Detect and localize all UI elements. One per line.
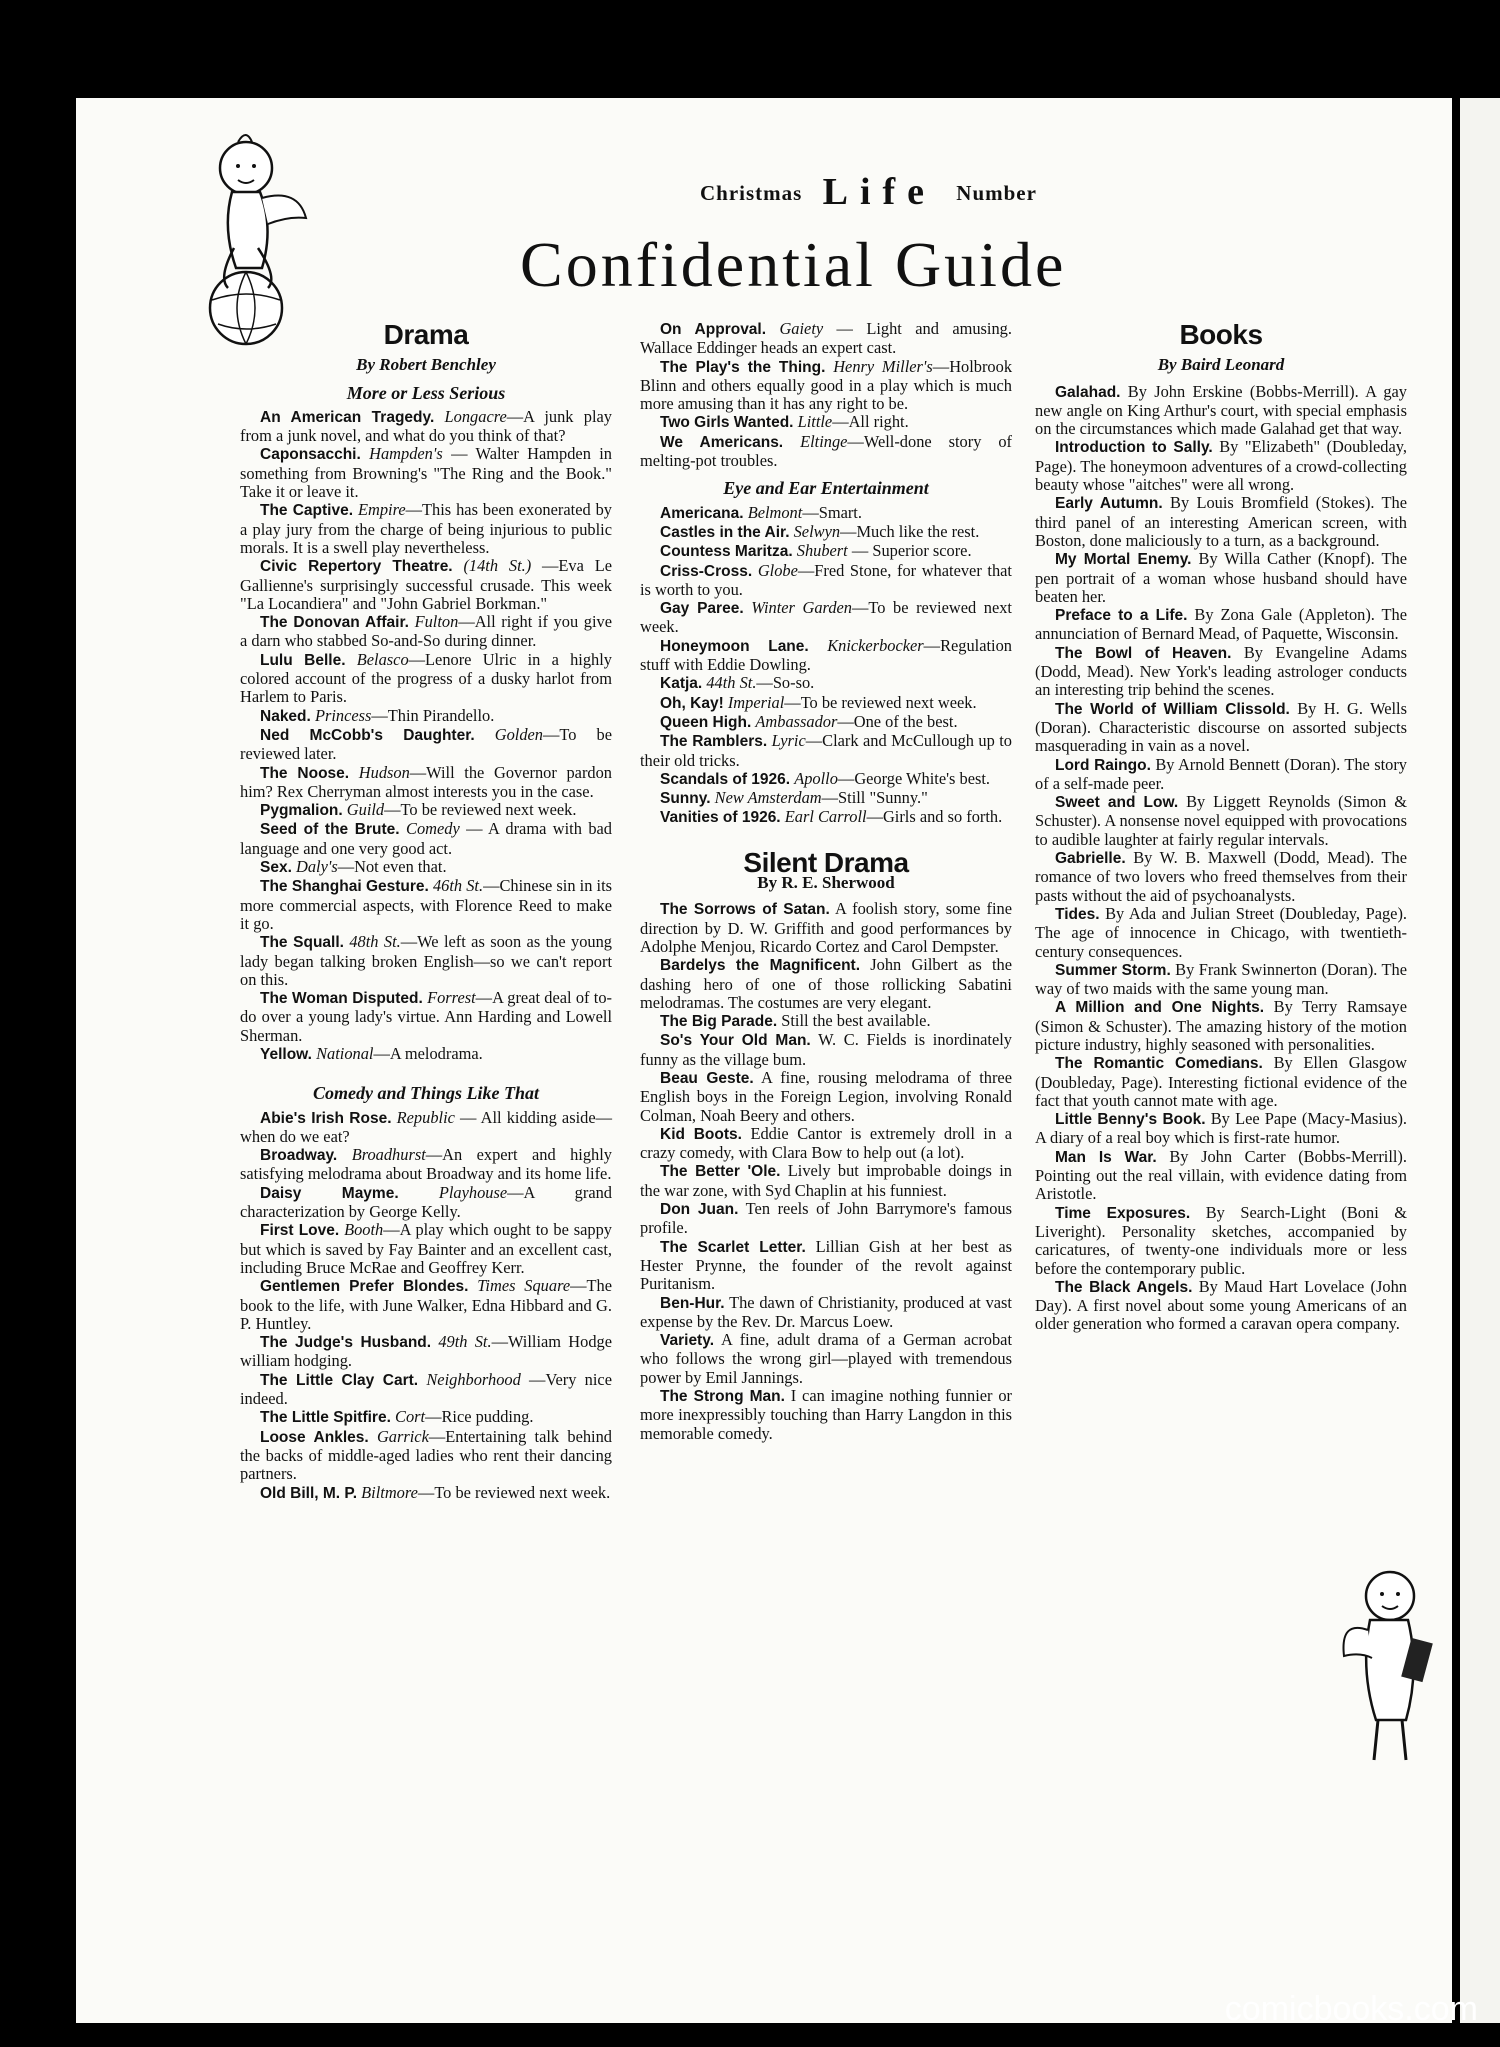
entry-description: —Much like the rest.: [840, 521, 980, 541]
entry-description: By Frank Swinnerton (Doran). The way of two maids with the same young man.: [1035, 959, 1407, 999]
entry-title: Variety.: [660, 1332, 715, 1350]
entry-title: The Captive.: [260, 502, 354, 520]
entry-title: Pygmalion.: [260, 802, 343, 820]
review-entry: [640, 320, 1012, 358]
review-entry: [1035, 550, 1407, 606]
entry-venue: New Amsterdam: [714, 788, 822, 808]
entry-title: Bardelys the Magnificent.: [660, 957, 861, 975]
review-entry: [240, 1428, 612, 1484]
cherub-reading-illustration: [1340, 1560, 1450, 1770]
drama-sections: [240, 384, 612, 1503]
entry-venue: (14th St.): [463, 556, 532, 576]
entry-title: The Sorrows of Satan.: [660, 901, 830, 919]
entry-venue: Neighborhood: [426, 1369, 521, 1389]
entry-venue: Winter Garden: [751, 598, 852, 618]
review-entry: [240, 557, 612, 613]
entry-venue: 49th St.: [438, 1332, 492, 1352]
entry-venue: Little: [797, 412, 833, 432]
entry-title: Civic Repertory Theatre.: [260, 558, 453, 576]
entry-title: Gentlemen Prefer Blondes.: [260, 1278, 469, 1296]
entry-description: —The book to the life, with June Walker, Edna Hibbard and G. P. Huntley.: [240, 1276, 612, 1333]
review-entry: [1035, 998, 1407, 1054]
entry-title: Gabrielle.: [1055, 850, 1126, 868]
entry-description: Lively but improbable doings in the war zone, with Syd Chaplin at his funniest.: [640, 1161, 1013, 1200]
entry-description: —Rice pudding.: [425, 1407, 534, 1427]
review-entry: [240, 1184, 612, 1222]
entry-description: —Chinese sin in its more commercial aspects, with Florence Reed to make it go.: [240, 876, 612, 933]
entry-description: —One of the best.: [837, 711, 958, 731]
entry-venue: Republic: [396, 1107, 455, 1127]
entry-title: The Donovan Affair.: [260, 614, 409, 632]
column-drama-continued: [640, 320, 1012, 1443]
entry-title: Oh, Kay!: [660, 694, 724, 712]
entry-title: Katja.: [660, 675, 703, 693]
entry-description: —We left as soon as the young lady began talking broken English—so we can't report on this.: [240, 932, 612, 989]
entry-venue: Booth: [344, 1220, 384, 1240]
review-entry: [640, 562, 1012, 600]
entry-title: Ben-Hur.: [660, 1294, 725, 1312]
entry-description: Eddie Cantor is extremely droll in a crazy comedy, with Clara Bow to help out (a lot).: [640, 1123, 1012, 1163]
entry-description: —To be reviewed next week.: [640, 598, 1012, 637]
entry-title: Old Bill, M. P.: [260, 1484, 358, 1502]
entry-title: The Woman Disputed.: [260, 990, 423, 1008]
entry-description: —Clark and McCullough up to their old tricks.: [640, 731, 1013, 770]
entry-title: Tides.: [1055, 905, 1100, 923]
entry-title: Introduction to Sally.: [1055, 439, 1213, 457]
review-entry: [640, 1200, 1012, 1238]
entry-venue: Hudson: [358, 762, 410, 782]
entry-description: —Still "Sunny.": [821, 788, 928, 808]
entry-venue: 46th St.: [432, 876, 484, 896]
entry-description: —So-so.: [756, 673, 815, 693]
entry-description: —Girls and so forth.: [866, 807, 1003, 827]
entry-description: —This has been exonerated by a play jury from the charge of being injurious to public morals. It is a swell play nevertheless.: [240, 500, 612, 557]
entry-description: Ten reels of John Barrymore's famous profile.: [640, 1199, 1013, 1238]
review-entry: [640, 413, 1012, 432]
entry-description: —An expert and highly satisfying melodrama about Broadway and its home life.: [240, 1145, 612, 1184]
entry-title: Little Benny's Book.: [1055, 1111, 1206, 1129]
review-entry: [1035, 849, 1407, 905]
silent-drama-entries: [640, 900, 1012, 1443]
entry-description: A foolish story, some fine direction by D. W. Griffith and good performances by Adolphe Menjou, Ricardo Cortez and Carol Dempster.: [640, 899, 1012, 956]
review-entry: [1035, 438, 1407, 494]
entry-venue: Shubert: [796, 541, 848, 561]
review-entry: [640, 956, 1012, 1012]
entry-description: —All right.: [832, 412, 909, 432]
entry-description: Lillian Gish at her best as Hester Prynne, the founder of the revolt against Puritanism.: [640, 1236, 1013, 1294]
entry-title: The Judge's Husband.: [260, 1334, 432, 1352]
entry-title: Yellow.: [260, 1045, 312, 1063]
entry-title: Preface to a Life.: [1055, 607, 1188, 625]
entry-description: —Fred Stone, for whatever that is worth to you.: [640, 560, 1012, 599]
entry-title: Caponsacchi.: [260, 446, 361, 464]
review-entry: [640, 599, 1012, 637]
entry-description: —A great deal of to-do over a young lady's virtue. Ann Harding and Lowell Sherman.: [240, 988, 612, 1045]
entry-title: Don Juan.: [660, 1201, 739, 1219]
entry-title: Kid Boots.: [660, 1125, 742, 1143]
review-entry: [640, 1238, 1012, 1294]
entry-description: —A grand characterization by George Kelly.: [240, 1182, 612, 1222]
entry-description: —Entertaining talk behind the backs of middle-aged ladies who rent their dancing partners.: [240, 1426, 612, 1484]
entry-description: — Light and amusing. Wallace Eddinger heads an expert cast.: [640, 319, 1012, 358]
entry-description: By Lee Pape (Macy-Masius). A diary of a real boy which is first-rate humor.: [1035, 1109, 1408, 1148]
entry-title: The World of William Clissold.: [1055, 700, 1290, 718]
entry-venue: Ambassador: [755, 711, 838, 731]
review-entry: [240, 1277, 612, 1333]
entry-venue: Playhouse: [438, 1182, 508, 1202]
entry-venue: Fulton: [414, 612, 459, 632]
entry-title: The Romantic Comedians.: [1055, 1055, 1263, 1073]
review-entry: [240, 1333, 612, 1371]
entry-title: Sex.: [260, 859, 292, 877]
entry-title: The Shanghai Gesture.: [260, 878, 429, 896]
eye-ear-heading: Eye and Ear Entertainment: [723, 478, 929, 499]
entry-title: Gay Paree.: [660, 600, 744, 618]
watermark: comicbooks.com: [1224, 1990, 1478, 2028]
review-entry: [240, 877, 612, 933]
books-byline: By Baird Leonard: [1157, 355, 1285, 375]
cherub-globe-illustration: [188, 128, 318, 348]
review-entry: [640, 713, 1012, 732]
review-entry: [1035, 383, 1407, 439]
entry-venue: Globe: [757, 560, 798, 580]
entry-title: My Mortal Enemy.: [1055, 551, 1192, 569]
review-entry: [640, 358, 1012, 414]
entry-title: Two Girls Wanted.: [660, 414, 794, 432]
review-entry: [640, 900, 1012, 956]
entry-title: Lulu Belle.: [260, 651, 346, 669]
header-number: Number: [956, 181, 1037, 205]
entry-title: Honeymoon Lane.: [660, 637, 809, 655]
entry-description: By Zona Gale (Appleton). The annunciation of Bernard Mead, of Paquette, Wisconsin.: [1035, 605, 1408, 644]
entry-venue: National: [316, 1043, 374, 1063]
entry-venue: Imperial: [727, 692, 785, 712]
review-entry: [640, 1387, 1012, 1443]
entry-title: Time Exposures.: [1055, 1204, 1191, 1222]
review-entry: [640, 1162, 1012, 1200]
entry-title: Sunny.: [660, 790, 711, 808]
review-entry: [640, 523, 1012, 542]
entry-description: —Smart.: [802, 502, 862, 522]
review-entry: [640, 789, 1012, 808]
entry-description: —Very nice indeed.: [240, 1369, 612, 1409]
review-entry: [240, 820, 612, 858]
entry-title: The Bowl of Heaven.: [1055, 644, 1232, 662]
review-entry: [1035, 756, 1407, 794]
entry-title: First Love.: [260, 1222, 340, 1240]
entry-description: By Louis Bromfield (Stokes). The third panel of an interesting American screen, with Boston, done maliciously to a turn, as a background.: [1035, 493, 1407, 550]
entry-venue: Earl Carroll: [784, 807, 867, 827]
review-entry: [240, 408, 612, 446]
entry-title: The Scarlet Letter.: [660, 1238, 806, 1256]
entry-description: By Terry Ramsaye (Simon & Schuster). The amazing history of the motion picture industry, highly seasoned with personalities.: [1035, 997, 1407, 1054]
entry-venue: Guild: [346, 800, 385, 820]
entry-description: —Not even that.: [337, 857, 447, 877]
entry-description: By Search-Light (Boni & Liveright). Personality sketches, accompanied by caricatures, of twenty-one individuals more or less before the contemporary public.: [1035, 1202, 1408, 1278]
entry-title: The Better 'Ole.: [660, 1163, 781, 1181]
entry-title: Vanities of 1926.: [660, 809, 781, 827]
entry-title: Ned McCobb's Daughter.: [260, 726, 475, 744]
running-header: [700, 170, 1037, 214]
entry-description: By John Carter (Bobbs-Merrill). Pointing out the real villain, with evidence dating from Aristotle.: [1035, 1146, 1407, 1204]
entry-title: Naked.: [260, 707, 311, 725]
review-entry: [1035, 1204, 1407, 1278]
entry-title: The Black Angels.: [1055, 1278, 1193, 1296]
entry-title: The Little Spitfire.: [260, 1409, 391, 1427]
entry-title: So's Your Old Man.: [660, 1032, 811, 1050]
entry-title: The Ramblers.: [660, 733, 768, 751]
review-entry: [640, 674, 1012, 693]
review-entry: [1035, 961, 1407, 999]
review-entry: [1035, 1278, 1407, 1334]
review-entry: [240, 445, 612, 501]
entry-description: —A play which ought to be sappy but which is saved by Fay Bainter and an excellent cast, including Bruce McRae and Geoffrey Kerr.: [240, 1220, 612, 1277]
entry-description: —To be reviewed next week.: [784, 692, 977, 712]
entry-description: By H. G. Wells (Doran). Characteristic discourse on assorted subjects masquerading in vain as a novel.: [1035, 698, 1407, 756]
entry-description: —To be reviewed next week.: [384, 800, 577, 820]
entry-description: —A junk play from a junk novel, and what do you think of that?: [240, 406, 612, 446]
entry-title: The Little Clay Cart.: [260, 1371, 419, 1389]
review-entry: [240, 764, 612, 802]
entry-title: The Strong Man.: [660, 1388, 785, 1406]
review-entry: [640, 433, 1012, 471]
books-title: Books: [1179, 319, 1263, 350]
entry-title: The Play's the Thing.: [660, 358, 826, 376]
entry-description: By "Elizabeth" (Doubleday, Page). The honeymoon adventures of a crowd-collecting beauty whose "aitches" were all wrong.: [1035, 437, 1407, 495]
review-entry: [1035, 494, 1407, 550]
review-entry: [1035, 1054, 1407, 1110]
entry-title: An American Tragedy.: [260, 408, 435, 426]
entry-venue: Belmont: [747, 502, 803, 522]
entry-venue: Belasco: [356, 649, 409, 669]
entry-description: —Thin Pirandello.: [371, 705, 495, 725]
entry-venue: Princess: [314, 705, 372, 725]
entry-description: By Willa Cather (Knopf). The pen portrait of a woman whose husband should have beaten her.: [1035, 549, 1407, 606]
entry-title: Americana.: [660, 504, 744, 522]
entry-venue: Times Square: [477, 1276, 571, 1296]
entry-description: — A drama with bad language and one very good act.: [240, 819, 612, 858]
silent-drama-title: Silent Drama: [743, 846, 909, 878]
review-entry: [640, 770, 1012, 789]
silent-drama-byline: By R. E. Sherwood: [757, 873, 895, 893]
entry-title: We Americans.: [660, 433, 784, 451]
review-entry: [240, 1109, 612, 1147]
entry-venue: Henry Miller's: [833, 356, 933, 376]
entry-description: I can imagine nothing funnier or more inexpressibly touching than Harry Langdon in this memorable comedy.: [640, 1386, 1013, 1443]
entry-venue: Gaiety: [779, 319, 824, 338]
review-entry: [640, 1012, 1012, 1031]
entry-title: Countess Maritza.: [660, 543, 793, 561]
entry-description: —William Hodge william hodging.: [240, 1332, 612, 1371]
entry-venue: Broadhurst: [351, 1145, 426, 1165]
review-entry: [1035, 606, 1407, 644]
drama-subheading: More or Less Serious: [346, 382, 506, 403]
entry-venue: Longacre: [444, 406, 507, 426]
entry-description: — Superior score.: [847, 541, 972, 561]
entry-title: Castles in the Air.: [660, 523, 790, 541]
review-entry: [240, 933, 612, 989]
entry-title: Queen High.: [660, 713, 752, 731]
entry-description: —Regulation stuff with Eddie Dowling.: [640, 635, 1012, 675]
review-entry: [640, 504, 1012, 523]
review-entry: [240, 1484, 612, 1503]
entry-title: The Big Parade.: [660, 1013, 778, 1031]
review-entry: [640, 1031, 1012, 1069]
review-entry: [240, 651, 612, 707]
entry-description: —Will the Governor pardon him? Rex Cherryman almost interests you in the case.: [240, 762, 612, 801]
entry-description: By Liggett Reynolds (Simon & Schuster). A nonsense novel equipped with provocations to audible laughter at fairly regular intervals.: [1035, 792, 1407, 849]
entry-title: Lord Raingo.: [1055, 756, 1151, 774]
entry-title: Summer Storm.: [1055, 961, 1171, 979]
column-drama: [240, 318, 612, 1503]
entry-description: —Lenore Ulric in a highly colored account of the progress of a dusky harlot from Harlem to Paris.: [240, 649, 612, 707]
entry-title: Abie's Irish Rose.: [260, 1109, 392, 1127]
review-entry: [240, 707, 612, 726]
entry-description: W. C. Fields is inordinately funny as the village bum.: [640, 1030, 1012, 1069]
next-page-edge: [1460, 98, 1500, 2023]
entry-venue: Garrick: [376, 1426, 429, 1446]
entry-title: The Squall.: [260, 934, 344, 952]
entry-venue: Comedy: [406, 819, 460, 839]
review-entry: [240, 801, 612, 820]
entry-title: Scandals of 1926.: [660, 770, 791, 788]
review-entry: [640, 1294, 1012, 1332]
review-entry: [240, 1371, 612, 1409]
entry-description: A fine, rousing melodrama of three English boys in the Foreign Legion, involving Ronald Colman, Noah Beery and others.: [640, 1067, 1012, 1125]
entry-title: Beau Geste.: [660, 1069, 754, 1087]
page-title: Confidential Guide: [520, 229, 1067, 300]
header-magazine-name: Life: [822, 171, 937, 213]
column-books: [1035, 318, 1407, 1334]
entry-title: Daisy Mayme.: [260, 1184, 399, 1202]
review-entry: [1035, 905, 1407, 961]
eye-ear-entries: [640, 504, 1012, 828]
review-entry: [640, 637, 1012, 675]
entry-venue: Empire: [357, 500, 406, 520]
entry-title: Sweet and Low.: [1055, 794, 1179, 812]
entry-description: By John Erskine (Bobbs-Merrill). A gay new angle on King Arthur's court, with special emphasis on the circumstances which made Galahad get that way.: [1035, 381, 1407, 439]
entry-venue: Biltmore: [361, 1482, 418, 1502]
review-entry: [1035, 700, 1407, 756]
entry-description: By Ada and Julian Street (Doubleday, Page). The age of innocence in Chicago, with twentieth-century consequences.: [1035, 903, 1407, 961]
drama-continued-entries: [640, 320, 1012, 470]
review-entry: [640, 1331, 1012, 1387]
review-entry: [640, 1069, 1012, 1125]
review-entry: [240, 501, 612, 557]
entry-title: Seed of the Brute.: [260, 821, 400, 839]
entry-description: Still the best available.: [777, 1011, 931, 1031]
entry-title: The Noose.: [260, 764, 350, 782]
entry-title: Loose Ankles.: [260, 1428, 369, 1446]
entry-venue: Cort: [395, 1407, 426, 1427]
review-entry: [640, 694, 1012, 713]
entry-description: — All kidding aside—when do we eat?: [240, 1107, 612, 1146]
entry-venue: 48th St.: [349, 932, 401, 952]
header-christmas: Christmas: [700, 181, 803, 205]
review-entry: [240, 1146, 612, 1184]
drama-subheading: Comedy and Things Like That: [312, 1083, 539, 1104]
entry-title: Man Is War.: [1055, 1148, 1157, 1166]
entry-description: —To be reviewed later.: [240, 724, 612, 764]
entry-description: — Walter Hampden in something from Browning's "The Ring and the Book." Take it or leave it.: [240, 444, 612, 502]
entry-title: Criss-Cross.: [660, 562, 753, 580]
entry-description: A fine, adult drama of a German acrobat who follows the wrong girl—played with tremendous power by Emil Jannings.: [640, 1330, 1012, 1387]
entry-description: By Ellen Glasgow (Doubleday, Page). Interesting fictional evidence of the fact that youth cannot mate with age.: [1035, 1053, 1407, 1110]
entry-description: By Evangeline Adams (Dodd, Mead). New York's leading astrologer conducts an interesting trip behind the scenes.: [1035, 642, 1407, 700]
entry-description: John Gilbert as the dashing hero of one of those rollicking Sabatini melodramas. The costumes are very elegant.: [640, 955, 1013, 1012]
review-entry: [240, 1045, 612, 1064]
entry-description: By Maud Hart Lovelace (John Day). A first novel about some young Americans of an older generation who formed a caravan opera company.: [1035, 1276, 1407, 1334]
review-entry: [640, 732, 1012, 770]
entry-description: —Well-done story of melting-pot troubles.: [640, 431, 1012, 471]
entry-venue: Hampden's: [369, 444, 443, 464]
entry-venue: Eltinge: [800, 431, 848, 451]
entry-description: The dawn of Christianity, produced at vast expense by the Rev. Dr. Marcus Loew.: [640, 1292, 1012, 1331]
review-entry: [240, 613, 612, 651]
entry-description: —George White's best.: [837, 768, 991, 788]
review-entry: [240, 726, 612, 764]
entry-venue: Golden: [494, 724, 544, 744]
entry-description: —Eva Le Gallienne's surprisingly successful crusade. This week "La Locandiera" and "John Gabriel Borkman.": [240, 556, 612, 613]
drama-byline: By Robert Benchley: [356, 355, 496, 375]
entry-description: —To be reviewed next week.: [417, 1482, 611, 1502]
review-entry: [1035, 1148, 1407, 1204]
entry-title: A Million and One Nights.: [1055, 999, 1265, 1017]
review-entry: [640, 1125, 1012, 1163]
entry-description: By W. B. Maxwell (Dodd, Mead). The romance of two lovers who freed themselves from their pasts without the aid of psychoanalysts.: [1035, 848, 1407, 905]
entry-description: —All right if you give a darn who stabbed So-and-So during dinner.: [240, 612, 613, 651]
entry-venue: Apollo: [794, 768, 838, 788]
entry-description: —Holbrook Blinn and others equally good in a play which is much more amusing than it has any right to be.: [640, 356, 1013, 414]
review-entry: [240, 989, 612, 1045]
review-entry: [1035, 793, 1407, 849]
review-entry: [240, 858, 612, 877]
entry-description: By Arnold Bennett (Doran). The story of a self-made peer.: [1035, 754, 1408, 793]
books-entries: [1035, 383, 1407, 1334]
entry-venue: 44th St.: [706, 673, 757, 693]
entry-title: Galahad.: [1055, 383, 1121, 401]
review-entry: [240, 1408, 612, 1427]
entry-venue: Lyric: [771, 731, 806, 751]
entry-title: Early Autumn.: [1055, 495, 1163, 513]
review-entry: [640, 542, 1012, 561]
review-entry: [240, 1221, 612, 1277]
review-entry: [1035, 644, 1407, 700]
entry-venue: Knickerbocker: [827, 635, 924, 655]
entry-venue: Forrest: [427, 988, 476, 1008]
entry-title: Broadway.: [260, 1147, 338, 1165]
entry-description: —A melodrama.: [373, 1043, 483, 1063]
drama-title: Drama: [383, 319, 469, 350]
review-entry: [640, 808, 1012, 827]
entry-venue: Selwyn: [793, 521, 841, 541]
entry-venue: Daly's: [296, 857, 338, 877]
entry-title: On Approval.: [660, 321, 767, 338]
review-entry: [1035, 1110, 1407, 1148]
